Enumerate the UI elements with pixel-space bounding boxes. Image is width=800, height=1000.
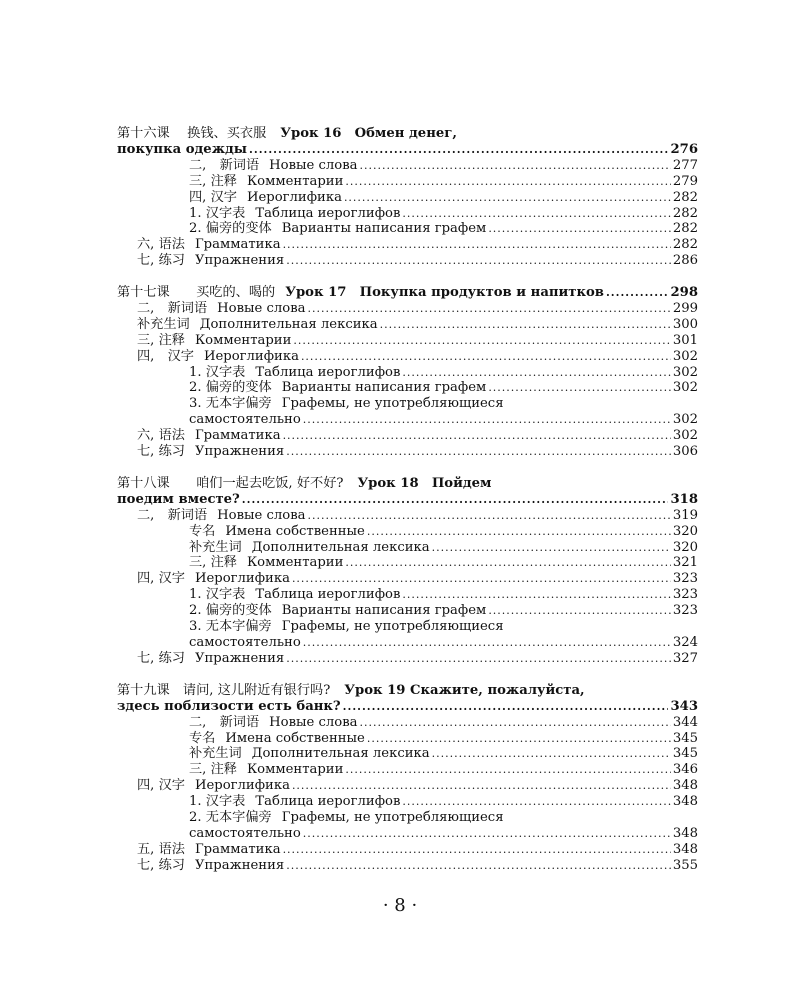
entry-chinese: 三, 注释 [189,762,237,778]
toc-entry [117,380,698,396]
toc-entry-continuation [117,826,698,842]
entry-label [189,540,432,556]
toc-entry [117,349,698,365]
dot-leader [488,221,671,237]
entry-page: 348 [672,778,698,794]
dot-leader [345,174,670,190]
entry-russian: Графемы, не употребляющиеся [281,396,504,412]
entry-page: 302 [672,364,698,380]
dot-leader [293,333,670,349]
entry-label [189,603,488,619]
entry-russian: Грамматика [194,237,281,253]
entry-chinese: 四, 汉字 [137,348,194,364]
entry-page: 345 [672,746,698,762]
entry-page: 318 [670,491,698,507]
entry-chinese: 七, 练习 [137,650,185,666]
entry-chinese: 2. 偏旁的变体 [189,603,272,619]
entry-label [189,555,345,571]
entry-russian: Новые слова [269,157,358,173]
entry-chinese: 补充生词 [189,746,242,762]
entry-russian: самостоятельно [189,825,301,841]
entry-label [189,794,402,810]
entry-label [137,301,308,317]
entry-label [137,237,283,253]
toc-entry [117,810,698,826]
dot-leader [283,237,671,253]
entry-label [137,253,286,269]
toc-entry [117,778,698,794]
toc-entry [117,174,698,190]
lesson-heading [117,683,698,699]
lesson-heading-russian: Урок 16 Обмен денег, [280,126,457,141]
entry-chinese: 2. 偏旁的变体 [189,380,272,396]
entry-page: 277 [672,157,698,173]
toc-entry [117,651,698,667]
entry-chinese: 二, 新词语 [189,157,260,173]
entry-chinese: 补充生词 [137,316,190,332]
entry-label [189,221,488,237]
lesson-section [117,126,698,269]
entry-russian: Таблица иероглифов [255,364,401,380]
dot-leader [292,778,671,794]
dot-leader [488,380,671,396]
entry-page: 346 [672,762,698,778]
entry-chinese: 七, 练习 [137,444,185,460]
lesson-heading-russian: Урок 17 Покупка продуктов и напитков [285,285,604,301]
toc-entry [117,603,698,619]
lesson-heading [117,476,698,492]
lesson-heading-continuation [117,142,698,158]
dot-leader [402,794,670,810]
entry-chinese: 四, 汉字 [137,571,185,587]
entry-page: 282 [672,237,698,253]
toc-entry [117,333,698,349]
entry-label [189,731,367,747]
lesson-heading [117,126,698,142]
entry-chinese: 三, 注释 [189,555,237,571]
entry-label [189,380,488,396]
entry-russian: Таблица иероглифов [255,205,401,221]
page-number: · 8 · [382,895,418,916]
entry-russian: Новые слова [217,507,306,523]
lesson-section [117,683,698,874]
entry-chinese: 二, 新词语 [189,714,260,730]
entry-label [117,142,249,158]
toc-entry [117,731,698,747]
entry-page: 298 [670,285,698,301]
dot-leader [303,826,671,842]
toc-entry [117,762,698,778]
dot-leader [286,253,671,269]
entry-label [189,524,367,540]
entry-page: 348 [672,794,698,810]
table-of-contents [117,126,698,890]
toc-entry [117,253,698,269]
entry-page: 323 [672,587,698,603]
entry-russian: Грамматика [194,841,281,857]
entry-russian: поедим вместе? [117,491,240,507]
entry-label [189,635,303,651]
toc-entry [117,301,698,317]
entry-chinese: 3. 无本字偏旁 [189,619,272,635]
entry-russian: Новые слова [269,714,358,730]
entry-page: 320 [672,539,698,555]
dot-leader [249,142,668,158]
dot-leader [343,699,669,715]
entry-chinese: 五, 语法 [137,841,185,857]
entry-russian: Упражнения [194,444,285,460]
dot-leader [606,285,669,301]
entry-chinese: 六, 语法 [137,237,185,253]
entry-russian: Упражнения [194,650,285,666]
toc-entry [117,858,698,874]
entry-russian: Упражнения [194,253,285,269]
entry-page: 286 [672,253,698,269]
lesson-section [117,476,698,667]
toc-entry-continuation [117,635,698,651]
entry-page: 282 [672,221,698,237]
entry-label [137,651,286,667]
entry-russian: Дополнительная лексика [251,746,430,762]
toc-entry [117,524,698,540]
dot-leader [488,603,671,619]
dot-leader [345,762,670,778]
entry-label [189,365,402,381]
entry-page: 300 [672,316,698,332]
entry-label [117,492,242,508]
entry-chinese: 2. 无本字偏旁 [189,809,272,825]
entry-label [137,349,301,365]
dot-leader [360,715,671,731]
entry-page: 323 [672,571,698,587]
entry-label [189,715,360,731]
dot-leader [360,158,671,174]
entry-russian: Варианты написания графем [281,221,487,237]
entry-page: 319 [672,507,698,523]
entry-page: 320 [672,523,698,539]
entry-chinese: 二, 新词语 [137,301,208,317]
dot-leader [303,635,671,651]
toc-entry-continuation [117,412,698,428]
entry-russian: самостоятельно [189,412,301,428]
entry-russian: Комментарии [246,555,344,571]
entry-page: 302 [672,428,698,444]
entry-page: 301 [672,332,698,348]
entry-chinese: 二, 新词语 [137,507,208,523]
dot-leader [292,571,671,587]
entry-russian: Имена собственные [225,523,365,539]
dot-leader [308,301,671,317]
toc-entry [117,428,698,444]
dot-leader [242,492,669,508]
dot-leader [283,428,671,444]
entry-label [189,412,303,428]
entry-russian: Таблица иероглифов [255,794,401,810]
dot-leader [402,365,670,381]
entry-chinese: 三, 注释 [189,173,237,189]
entry-label [189,158,360,174]
entry-chinese: 1. 汉字表 [189,205,246,221]
dot-leader [303,412,671,428]
toc-entry [117,190,698,206]
entry-page: 306 [672,444,698,460]
entry-chinese: 三, 注释 [137,332,185,348]
entry-russian: Имена собственные [225,730,365,746]
entry-label [137,571,292,587]
dot-leader [367,524,671,540]
dot-leader [344,190,671,206]
entry-label [137,317,380,333]
entry-russian: Иероглифика [246,189,342,205]
entry-russian: Комментарии [246,173,344,189]
entry-chinese: 四, 汉字 [137,778,185,794]
entry-russian: Иероглифика [203,348,299,364]
entry-chinese: 2. 偏旁的变体 [189,221,272,237]
entry-russian: Графемы, не употребляющиеся [281,809,504,825]
entry-russian: здесь поблизости есть банк? [117,698,341,714]
entry-page: 327 [672,650,698,666]
toc-entry [117,794,698,810]
lesson-heading-chinese: 第十六课 换钱、买衣服 [117,126,267,141]
toc-entry [117,206,698,222]
entry-russian: Дополнительная лексика [251,539,430,555]
lesson-section [117,285,698,460]
dot-leader [402,587,670,603]
entry-russian: Комментарии [194,332,292,348]
lesson-heading-chinese: 第十九课 请问, 这儿附近有银行吗? [117,682,331,698]
dot-leader [380,317,671,333]
entry-chinese: 补充生词 [189,539,242,555]
dot-leader [286,858,671,874]
entry-chinese: 七, 练习 [137,857,185,873]
toc-entry [117,365,698,381]
toc-entry [117,587,698,603]
lesson-heading-chinese: 第十七课 买吃的、喝的 [117,285,276,301]
lesson-heading-continuation [117,492,698,508]
entry-page: 348 [672,841,698,857]
entry-page: 302 [672,348,698,364]
toc-entry [117,555,698,571]
toc-entry [117,221,698,237]
entry-chinese: 专名 [189,523,216,539]
entry-label [117,285,606,301]
dot-leader [432,540,671,556]
entry-russian: Графемы, не употребляющиеся [281,619,504,635]
dot-leader [283,842,671,858]
toc-entry [117,444,698,460]
entry-label [189,190,344,206]
entry-label [137,778,292,794]
entry-russian: Грамматика [194,428,281,444]
entry-page: 348 [672,825,698,841]
entry-russian: Варианты написания графем [281,380,487,396]
entry-page: 302 [672,380,698,396]
toc-entry [117,508,698,524]
entry-page: 345 [672,730,698,746]
dot-leader [286,444,671,460]
entry-chinese: 1. 汉字表 [189,587,246,603]
entry-chinese: 3. 无本字偏旁 [189,396,272,412]
lesson-heading-chinese: 第十八课 咱们一起去吃饭, 好不好? [117,475,344,491]
lesson-heading-russian: Урок 18 Пойдем [357,475,492,491]
entry-label [189,746,432,762]
lesson-heading [117,285,698,301]
entry-russian: Таблица иероглифов [255,587,401,603]
toc-entry [117,842,698,858]
entry-label [189,174,345,190]
dot-leader [308,508,671,524]
dot-leader [402,206,670,222]
toc-entry [117,619,698,635]
dot-leader [345,555,670,571]
dot-leader [301,349,671,365]
entry-russian: Дополнительная лексика [199,316,378,332]
entry-page: 344 [672,714,698,730]
entry-page: 324 [672,634,698,650]
toc-entry [117,396,698,412]
entry-label [137,858,286,874]
toc-entry [117,715,698,731]
dot-leader [367,731,671,747]
entry-chinese: 七, 练习 [137,253,185,269]
entry-page: 276 [670,142,698,157]
entry-russian: покупка одежды [117,142,248,157]
entry-chinese: 1. 汉字表 [189,364,246,380]
entry-russian: Новые слова [217,301,306,317]
entry-page: 302 [672,412,698,428]
entry-label [137,428,283,444]
toc-entry [117,571,698,587]
entry-label [137,444,286,460]
entry-page: 282 [672,189,698,205]
entry-chinese: 六, 语法 [137,428,185,444]
entry-page: 321 [672,555,698,571]
dot-leader [432,746,671,762]
toc-entry [117,540,698,556]
entry-label [137,842,283,858]
entry-russian: Упражнения [194,857,285,873]
toc-entry [117,317,698,333]
entry-page: 282 [672,205,698,221]
entry-russian: Варианты написания графем [281,603,487,619]
entry-page: 343 [670,698,698,714]
entry-page: 299 [672,301,698,317]
entry-label [137,333,293,349]
entry-label [117,699,343,715]
dot-leader [286,651,671,667]
entry-label [189,587,402,603]
entry-page: 279 [672,173,698,189]
entry-label [189,826,303,842]
entry-russian: Иероглифика [194,571,290,587]
toc-entry [117,237,698,253]
entry-page: 355 [672,857,698,873]
entry-russian: самостоятельно [189,634,301,650]
entry-label [189,762,345,778]
entry-chinese: 1. 汉字表 [189,794,246,810]
entry-label [189,206,402,222]
entry-page: 323 [672,603,698,619]
lesson-heading-continuation [117,699,698,715]
entry-chinese: 专名 [189,730,216,746]
entry-russian: Иероглифика [194,778,290,794]
entry-label [137,508,308,524]
entry-russian: Комментарии [246,762,344,778]
entry-chinese: 四, 汉字 [189,189,237,205]
toc-entry [117,746,698,762]
lesson-heading-russian: Урок 19 Скажите, пожалуйста, [344,682,585,698]
toc-entry [117,158,698,174]
